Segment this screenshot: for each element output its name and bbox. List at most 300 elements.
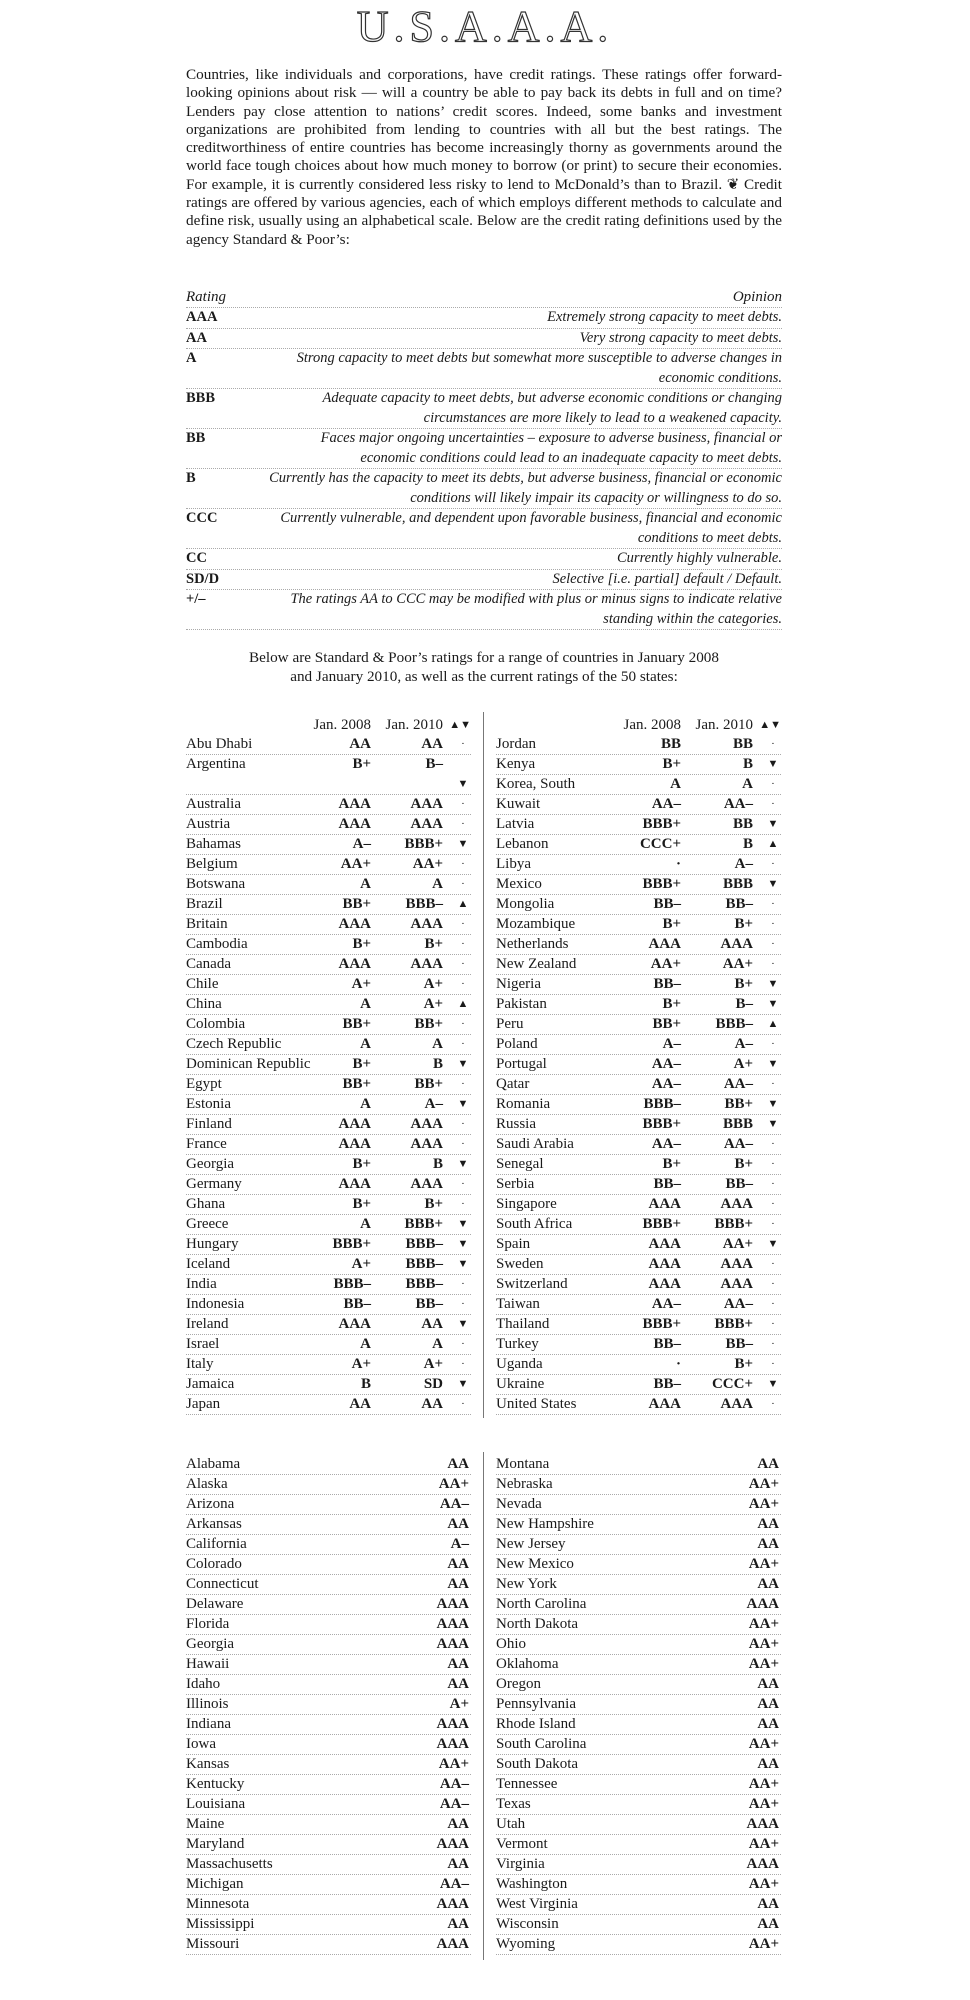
state-rating: AAA — [436, 1836, 469, 1852]
rating-2008: AA+ — [340, 856, 371, 872]
state-name: Missouri — [186, 1936, 240, 1952]
rating-2008: AA– — [651, 1296, 681, 1312]
no-change-dot: · — [771, 958, 775, 970]
no-change-dot: · — [771, 1318, 775, 1330]
country-name: Uganda — [496, 1356, 543, 1372]
no-change-dot: · — [461, 1018, 465, 1030]
definition-opinion: Currently has the capacity to meet its debts, but adverse business, financial or economic conditions will likely impair its capacity or willingness to do so. — [269, 470, 782, 506]
definition-rating: AAA — [186, 309, 218, 325]
state-rating: AA+ — [748, 1936, 779, 1952]
rating-2008: BB — [660, 736, 681, 752]
jan-2008-header: Jan. 2008 — [313, 717, 371, 733]
state-row — [186, 1615, 471, 1635]
rating-2008: BBB+ — [642, 816, 681, 832]
rating-2010: AA+ — [412, 856, 443, 872]
downgrade-arrow-icon: ▼ — [457, 1258, 469, 1270]
state-name: New York — [496, 1576, 557, 1592]
state-name: Michigan — [186, 1876, 244, 1892]
rating-2010: B– — [735, 996, 753, 1012]
no-change-dot: · — [771, 918, 775, 930]
state-row — [186, 1775, 471, 1795]
state-row — [496, 1815, 781, 1835]
rating-2010: AAA — [720, 1276, 753, 1292]
state-rating: AA — [757, 1756, 779, 1772]
country-row — [186, 1155, 471, 1175]
state-rating: AA — [447, 1456, 469, 1472]
rating-2008: BB– — [653, 976, 681, 992]
state-name: Georgia — [186, 1636, 235, 1652]
rating-2010: AAA — [410, 916, 443, 932]
country-row — [186, 1035, 471, 1055]
countries-header-right — [496, 715, 781, 735]
state-row — [496, 1755, 781, 1775]
state-name: Louisiana — [186, 1796, 246, 1812]
state-rating: AA+ — [748, 1876, 779, 1892]
no-change-dot: · — [461, 918, 465, 930]
rating-2010: AAA — [410, 1136, 443, 1152]
rating-2010: AAA — [410, 816, 443, 832]
upgrade-arrow-icon: ▲ — [457, 998, 469, 1010]
no-change-dot: · — [461, 878, 465, 890]
country-name: Japan — [186, 1396, 221, 1412]
state-row — [186, 1735, 471, 1755]
state-row — [186, 1455, 471, 1475]
no-change-dot: · — [461, 1398, 465, 1410]
state-rating: AA+ — [748, 1616, 779, 1632]
rating-2010: A+ — [423, 976, 443, 992]
rating-2010: B+ — [424, 1196, 443, 1212]
country-row — [496, 795, 781, 815]
state-rating: AA+ — [748, 1556, 779, 1572]
country-row — [496, 935, 781, 955]
rating-2010: CCC+ — [711, 1376, 753, 1392]
rating-2008: B+ — [352, 1156, 371, 1172]
rating-2008: AAA — [648, 1276, 681, 1292]
no-change-dot: · — [771, 1138, 775, 1150]
country-row — [186, 1135, 471, 1155]
country-name: Brazil — [186, 896, 223, 912]
rating-2010: BBB — [722, 1116, 753, 1132]
downgrade-arrow-icon: ▼ — [767, 1058, 779, 1070]
no-change-dot: · — [461, 798, 465, 810]
country-name: Britain — [186, 916, 228, 932]
country-row — [496, 755, 781, 775]
definition-opinion: Very strong capacity to meet debts. — [579, 329, 782, 346]
state-row — [186, 1695, 471, 1715]
intro-paragraph: Countries, like individuals and corporations, have credit ratings. These ratings offer forward-looking opinions about risk — will a country be able to pay back its debts in full and on time? Lenders pay close attention to nations’ credit scores. Indeed, some banks and investment organizations are prohibited from lending to countries with all but the best ratings. The creditworthiness of entire countries has become increasingly thorny as governments around the world face tough choices about how much money to borrow (or print) to secure their economies. For example, it is currently considered less risky to lend to McDonald’s than to Brazil. ❦ Credit ratings are offered by various agencies, each of which employs different methods to calculate and define risk, usually using an alphabetical scale. Below are the credit rating definitions used by the agency Standard & Poor’s: — [186, 66, 782, 248]
no-change-dot: · — [771, 1338, 775, 1350]
country-name: Bahamas — [186, 836, 241, 852]
definition-opinion: Currently highly vulnerable. — [617, 550, 782, 566]
ratings-intro-line-1: Below are Standard & Poor’s ratings for a range of countries in January 2008 — [249, 649, 719, 666]
state-row — [186, 1515, 471, 1535]
country-name: New Zealand — [496, 956, 577, 972]
country-name: Ireland — [186, 1316, 229, 1332]
ratings-intro-line-2: and January 2010, as well as the current ratings of the 50 states: — [290, 668, 678, 685]
country-name: Peru — [496, 1016, 524, 1032]
rating-2008: AA– — [651, 1076, 681, 1092]
no-change-dot: · — [771, 1078, 775, 1090]
country-name: Botswana — [186, 876, 246, 892]
rating-2008: BB– — [653, 1376, 681, 1392]
state-name: Colorado — [186, 1556, 242, 1572]
rating-2010: AAA — [720, 1396, 753, 1412]
country-row — [496, 915, 781, 935]
country-row — [186, 935, 471, 955]
states-column-left — [186, 1455, 471, 1955]
rating-2008: B+ — [352, 756, 371, 772]
country-row — [186, 1075, 471, 1095]
downgrade-arrow-icon: ▼ — [457, 1058, 469, 1070]
states-list-left — [186, 1455, 471, 1955]
country-row — [496, 975, 781, 995]
rating-2008: BB– — [653, 1336, 681, 1352]
state-rating: AAA — [436, 1736, 469, 1752]
country-name: Belgium — [186, 856, 238, 872]
state-rating: AA — [757, 1456, 779, 1472]
countries-column-right — [496, 715, 781, 1415]
state-rating: AA+ — [748, 1776, 779, 1792]
state-rating: A+ — [449, 1696, 469, 1712]
definition-opinion: Adequate capacity to meet debts, but adverse economic conditions or changing circumstances are more likely to lead to a weakened capacity. — [322, 390, 782, 426]
state-name: Florida — [186, 1616, 230, 1632]
country-row — [496, 1255, 781, 1275]
state-row — [186, 1635, 471, 1655]
country-row — [186, 755, 471, 795]
state-rating: AA — [447, 1556, 469, 1572]
state-rating: AA+ — [748, 1796, 779, 1812]
country-name: Netherlands — [496, 936, 569, 952]
ratings-intro — [186, 648, 782, 686]
rating-2010: BBB+ — [404, 1216, 443, 1232]
rating-2010: B+ — [734, 976, 753, 992]
country-row — [496, 1335, 781, 1355]
rating-2008: B+ — [662, 916, 681, 932]
state-name: New Hampshire — [496, 1516, 594, 1532]
state-name: North Carolina — [496, 1596, 587, 1612]
rating-2010: AA — [421, 736, 443, 752]
rating-2008: A — [360, 1036, 371, 1052]
rating-2008: AAA — [338, 796, 371, 812]
rating-2008: A — [360, 876, 371, 892]
state-name: Tennessee — [496, 1776, 558, 1792]
country-name: Korea, South — [496, 776, 576, 792]
state-row — [496, 1615, 781, 1635]
state-row — [496, 1835, 781, 1855]
rating-2008: · — [675, 856, 681, 872]
rating-2010: BBB — [722, 876, 753, 892]
country-name: Latvia — [496, 816, 535, 832]
rating-2008: AAA — [648, 1256, 681, 1272]
rating-2010: BB– — [415, 1296, 443, 1312]
rating-2008: B+ — [352, 1056, 371, 1072]
state-name: Washington — [496, 1876, 568, 1892]
rating-2010: AAA — [720, 1196, 753, 1212]
rating-2010: B — [432, 1056, 443, 1072]
rating-2010: B — [742, 836, 753, 852]
rating-2010: AA — [421, 1316, 443, 1332]
country-name: Qatar — [496, 1076, 530, 1092]
state-row — [496, 1455, 781, 1475]
rating-2010: B– — [425, 756, 443, 772]
rating-2008: B+ — [662, 1156, 681, 1172]
country-name: Czech Republic — [186, 1036, 282, 1052]
no-change-dot: · — [461, 1278, 465, 1290]
rating-2008: BB+ — [342, 896, 371, 912]
state-name: Illinois — [186, 1696, 229, 1712]
state-row — [186, 1815, 471, 1835]
state-row — [496, 1715, 781, 1735]
country-row — [496, 1195, 781, 1215]
state-rating: AA — [447, 1856, 469, 1872]
rating-2008: A — [670, 776, 681, 792]
state-name: North Dakota — [496, 1616, 579, 1632]
rating-2008: AAA — [648, 1396, 681, 1412]
state-rating: AAA — [746, 1596, 779, 1612]
state-row — [186, 1935, 471, 1955]
country-name: Lebanon — [496, 836, 549, 852]
definition-rating: AA — [186, 329, 207, 346]
rating-2008: A — [360, 1096, 371, 1112]
state-name: South Carolina — [496, 1736, 587, 1752]
rating-2010: BBB– — [715, 1016, 753, 1032]
downgrade-arrow-icon: ▼ — [767, 1238, 779, 1250]
rating-2010: AA– — [723, 796, 753, 812]
country-row — [496, 1375, 781, 1395]
country-name: Mexico — [496, 876, 542, 892]
state-rating: AA — [757, 1916, 779, 1932]
state-rating: AA — [447, 1576, 469, 1592]
state-row — [496, 1855, 781, 1875]
rating-2010: BB+ — [414, 1076, 443, 1092]
country-name: Portugal — [496, 1056, 547, 1072]
state-name: Maryland — [186, 1836, 245, 1852]
downgrade-arrow-icon: ▼ — [457, 1378, 469, 1390]
rating-definitions-table — [186, 287, 782, 630]
state-name: Mississippi — [186, 1916, 255, 1932]
rating-2010: B+ — [734, 916, 753, 932]
rating-2008: BB+ — [652, 1016, 681, 1032]
countries-column-left — [186, 715, 471, 1415]
definition-rating: CCC — [186, 510, 218, 526]
no-change-dot: · — [771, 1258, 775, 1270]
rating-2008: AAA — [648, 1196, 681, 1212]
no-change-dot: · — [771, 1038, 775, 1050]
state-name: New Mexico — [496, 1556, 574, 1572]
rating-2010: A — [432, 1036, 443, 1052]
state-name: Arkansas — [186, 1516, 242, 1532]
country-row — [496, 955, 781, 975]
state-row — [186, 1715, 471, 1735]
country-name: Hungary — [186, 1236, 239, 1252]
rating-2010: AA+ — [722, 956, 753, 972]
country-row — [496, 855, 781, 875]
state-name: Oklahoma — [496, 1656, 559, 1672]
countries-divider — [483, 712, 484, 1418]
state-name: Utah — [496, 1816, 526, 1832]
state-name: Wyoming — [496, 1936, 556, 1952]
definition-row — [186, 389, 782, 429]
state-row — [496, 1735, 781, 1755]
no-change-dot: · — [771, 798, 775, 810]
downgrade-arrow-icon: ▼ — [457, 1318, 469, 1330]
state-name: Arizona — [186, 1496, 235, 1512]
definition-opinion: Selective [i.e. partial] default / Default. — [552, 570, 782, 587]
country-row — [496, 1295, 781, 1315]
rating-2010: BBB– — [405, 1256, 443, 1272]
state-name: Rhode Island — [496, 1716, 576, 1732]
state-name: New Jersey — [496, 1536, 566, 1552]
state-row — [186, 1755, 471, 1775]
downgrade-arrow-icon: ▼ — [457, 1218, 469, 1230]
no-change-dot: · — [461, 958, 465, 970]
country-row — [496, 1015, 781, 1035]
rating-2010: BB — [732, 736, 753, 752]
state-rating: AAA — [436, 1896, 469, 1912]
country-name: Mongolia — [496, 896, 555, 912]
rating-2010: AA– — [723, 1296, 753, 1312]
state-name: Wisconsin — [496, 1916, 559, 1932]
rating-2010: BB– — [725, 1176, 753, 1192]
rating-2010: A — [432, 1336, 443, 1352]
rating-2010: BBB+ — [404, 836, 443, 852]
jan-2010-header: Jan. 2010 — [695, 717, 753, 733]
state-row — [496, 1875, 781, 1895]
state-row — [496, 1895, 781, 1915]
state-rating: AAA — [746, 1816, 779, 1832]
state-row — [186, 1915, 471, 1935]
country-name: Argentina — [186, 756, 246, 772]
country-row — [496, 895, 781, 915]
downgrade-arrow-icon: ▼ — [767, 1098, 779, 1110]
state-row — [186, 1835, 471, 1855]
state-row — [186, 1855, 471, 1875]
country-row — [186, 915, 471, 935]
state-row — [496, 1675, 781, 1695]
state-rating: AA+ — [748, 1836, 779, 1852]
country-name: Iceland — [186, 1256, 231, 1272]
no-change-dot: · — [461, 1358, 465, 1370]
state-name: West Virginia — [496, 1896, 578, 1912]
rating-2008: BBB+ — [332, 1236, 371, 1252]
rating-2010: BBB+ — [714, 1316, 753, 1332]
no-change-dot: · — [771, 1218, 775, 1230]
state-rating: AA+ — [438, 1476, 469, 1492]
no-change-dot: · — [771, 738, 775, 750]
state-rating: AA — [447, 1816, 469, 1832]
no-change-dot: · — [771, 1358, 775, 1370]
upgrade-arrow-icon: ▲ — [767, 838, 779, 850]
rating-2008: AA — [349, 736, 371, 752]
country-name: Georgia — [186, 1156, 235, 1172]
definition-row — [186, 509, 782, 549]
country-name: India — [186, 1276, 217, 1292]
state-row — [496, 1555, 781, 1575]
no-change-dot: · — [771, 858, 775, 870]
rating-2010: AA+ — [722, 1236, 753, 1252]
rating-2008: BB+ — [342, 1076, 371, 1092]
definition-rating: B — [186, 470, 196, 486]
rating-2010: AAA — [720, 1256, 753, 1272]
rating-2008: BBB+ — [642, 1216, 681, 1232]
state-row — [496, 1515, 781, 1535]
definition-row — [186, 349, 782, 389]
rating-2008: AA– — [651, 796, 681, 812]
state-row — [186, 1795, 471, 1815]
state-row — [496, 1915, 781, 1935]
state-rating: AA+ — [438, 1756, 469, 1772]
country-name: Pakistan — [496, 996, 547, 1012]
rating-2010: A– — [734, 856, 753, 872]
no-change-dot: · — [771, 1398, 775, 1410]
country-row — [496, 1155, 781, 1175]
definitions-header — [186, 287, 782, 308]
state-row — [186, 1595, 471, 1615]
state-name: Indiana — [186, 1716, 231, 1732]
country-row — [186, 975, 471, 995]
rating-2008: B+ — [352, 1196, 371, 1212]
state-row — [496, 1575, 781, 1595]
rating-2008: BBB+ — [642, 876, 681, 892]
country-name: Saudi Arabia — [496, 1136, 574, 1152]
country-row — [496, 1055, 781, 1075]
state-name: Massachusetts — [186, 1856, 273, 1872]
countries-header-left — [186, 715, 471, 735]
no-change-dot: · — [771, 898, 775, 910]
country-row — [496, 1175, 781, 1195]
country-name: Kuwait — [496, 796, 541, 812]
rating-2008: B+ — [662, 756, 681, 772]
state-rating: AA+ — [748, 1736, 779, 1752]
country-name: Ghana — [186, 1196, 226, 1212]
country-row — [186, 1255, 471, 1275]
country-name: Sweden — [496, 1256, 544, 1272]
country-row — [186, 835, 471, 855]
definition-opinion: Extremely strong capacity to meet debts. — [547, 309, 782, 325]
change-arrows-header: ▲▼ — [759, 719, 781, 731]
no-change-dot: · — [461, 738, 465, 750]
country-name: Israel — [186, 1336, 220, 1352]
country-row — [186, 1355, 471, 1375]
no-change-dot: · — [771, 1278, 775, 1290]
country-name: France — [186, 1136, 227, 1152]
rating-2010: A+ — [423, 1356, 443, 1372]
country-name: Ukraine — [496, 1376, 545, 1392]
country-row — [186, 855, 471, 875]
no-change-dot: · — [461, 1138, 465, 1150]
country-name: Switzerland — [496, 1276, 568, 1292]
rating-2010: AA — [421, 1396, 443, 1412]
country-row — [496, 815, 781, 835]
state-rating: AA — [447, 1916, 469, 1932]
state-row — [496, 1475, 781, 1495]
no-change-dot: · — [461, 1198, 465, 1210]
rating-2008: BB– — [343, 1296, 371, 1312]
country-row — [496, 1215, 781, 1235]
state-name: Alabama — [186, 1456, 241, 1472]
state-row — [186, 1655, 471, 1675]
rating-2008: A — [360, 1336, 371, 1352]
state-row — [186, 1675, 471, 1695]
rating-2010: BB– — [725, 896, 753, 912]
country-name: Senegal — [496, 1156, 544, 1172]
state-name: Kentucky — [186, 1776, 245, 1792]
rating-2008: AA+ — [650, 956, 681, 972]
change-arrows-header: ▲▼ — [449, 719, 471, 731]
state-row — [496, 1535, 781, 1555]
rating-2008: AAA — [338, 1116, 371, 1132]
country-row — [186, 1335, 471, 1355]
